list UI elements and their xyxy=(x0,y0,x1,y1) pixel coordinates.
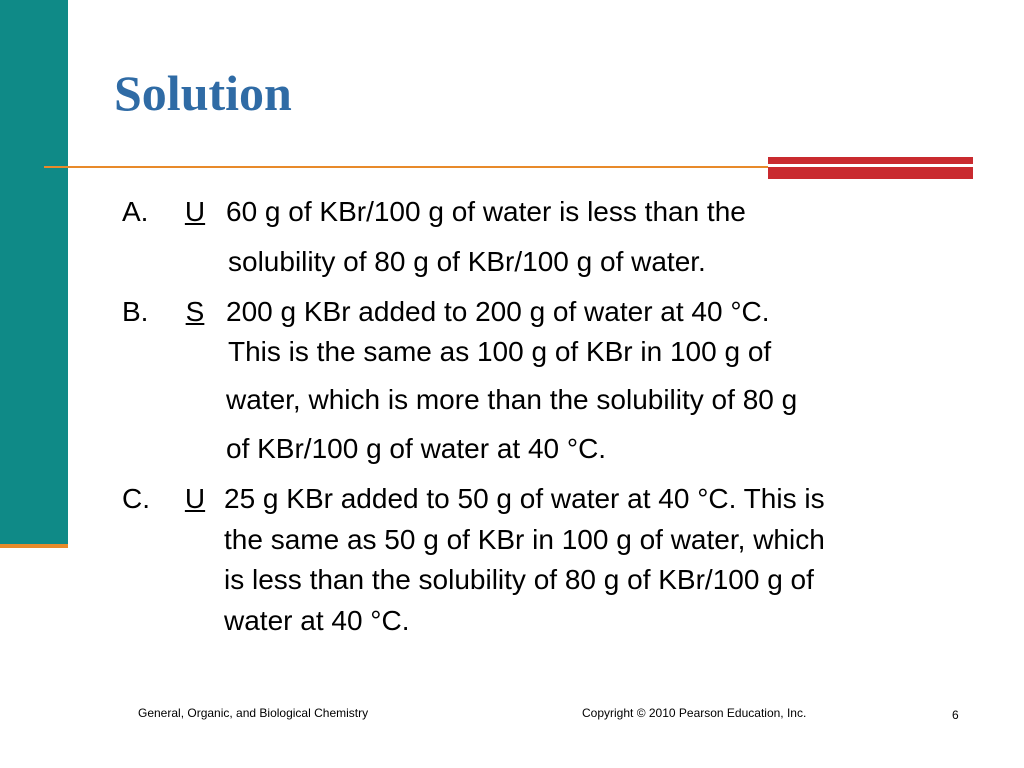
item-c-line-3: is less than the solubility of 80 g of KBr/100 g of xyxy=(224,564,814,595)
side-accent-underline xyxy=(0,544,68,548)
title-rule-line xyxy=(44,166,768,168)
footer-course-title: General, Organic, and Biological Chemistry xyxy=(138,706,369,720)
title-rule-block xyxy=(768,157,973,179)
item-a-mark: U xyxy=(184,196,206,227)
item-b-letter: B. xyxy=(122,296,149,327)
item-b-line-2: This is the same as 100 g of KBr in 100 g of xyxy=(228,336,772,367)
item-b-answer xyxy=(174,296,216,328)
item-a-letter: A. xyxy=(122,196,149,227)
item-c-answer xyxy=(174,483,216,515)
side-accent-bar xyxy=(0,0,68,546)
item-c-line-4: water at 40 °C. xyxy=(224,605,410,636)
item-c-line-2: the same as 50 g of KBr in 100 g of water, which xyxy=(224,524,825,555)
item-a-line-2: solubility of 80 g of KBr/100 g of water. xyxy=(228,246,706,277)
item-c-letter: C. xyxy=(122,483,150,514)
item-c-mark: U xyxy=(184,483,206,514)
slide-title: Solution xyxy=(114,65,292,121)
item-a-line-1: 60 g of KBr/100 g of water is less than the xyxy=(226,196,746,227)
item-b-line-3: water, which is more than the solubility of 80 g xyxy=(226,384,798,415)
page-number: 6 xyxy=(952,708,959,722)
item-b-line-1: 200 g KBr added to 200 g of water at 40 °C. xyxy=(226,296,770,327)
item-c-line-1: 25 g KBr added to 50 g of water at 40 °C. This is xyxy=(224,483,825,514)
item-b-line-4: of KBr/100 g of water at 40 °C. xyxy=(226,433,607,464)
item-a-answer xyxy=(174,196,216,228)
footer-copyright: Copyright © 2010 Pearson Education, Inc. xyxy=(582,706,807,720)
item-b-mark: S xyxy=(185,296,205,327)
title-rule-gap xyxy=(768,164,973,167)
